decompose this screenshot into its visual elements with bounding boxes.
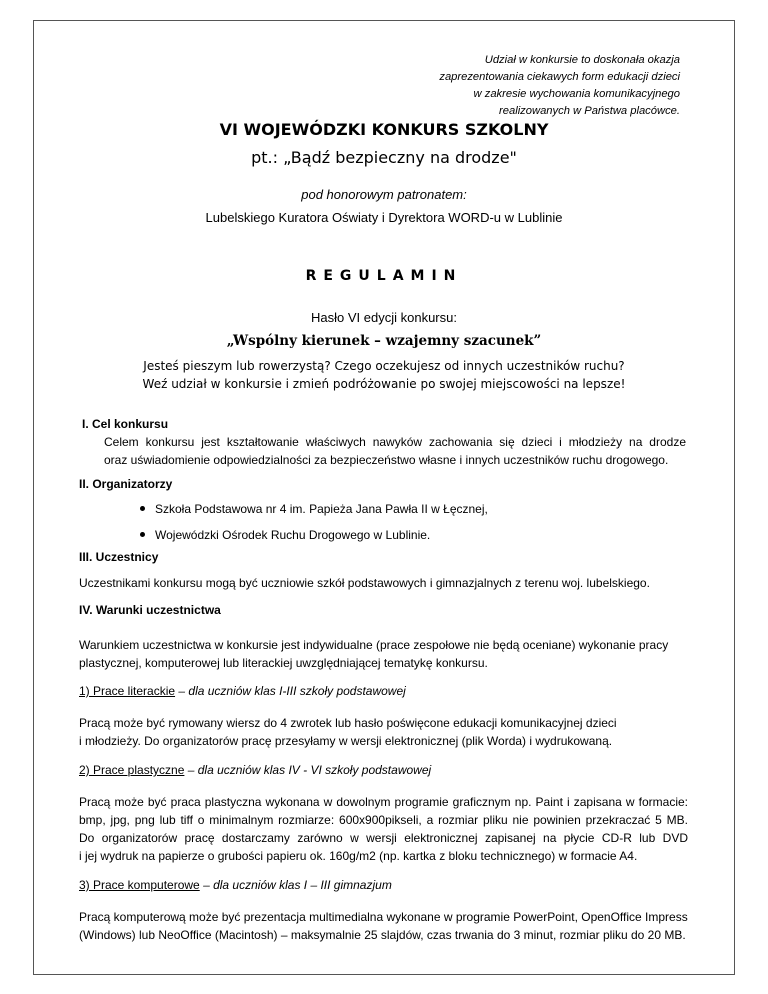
list-item <box>140 502 488 516</box>
paragraph-line: i jej wydruk na papierze o grubości papieru ok. 160g/m2 (np. kartka z bloku technicznego) w formacie A4. <box>79 849 638 863</box>
slogan: „Wspólny kierunek – wzajemny szacunek” <box>226 333 542 349</box>
subsection-desc: – dla uczniów klas IV - VI szkoły podstawowej <box>184 763 432 777</box>
subsection-desc: – dla uczniów klas I-III szkoły podstawowej <box>175 684 406 698</box>
paragraph-line: plastycznej, komputerowej lub literackiej uwzględniającej tematykę konkursu. <box>79 656 488 670</box>
subsection-label: 2) Prace plastyczne <box>79 763 185 777</box>
slogan-line: Weź udział w konkursie i zmień podróżowanie po swojej miejscowości na lepsze! <box>142 377 626 391</box>
list-item-text: Szkoła Podstawowa nr 4 im. Papieża Jana Pawła II w Łęcznej, <box>155 502 488 516</box>
intro-note <box>360 52 680 120</box>
document-subtitle: pt.: „Bądź bezpieczny na drodze" <box>251 148 517 167</box>
subsection-heading-plastyczne <box>79 763 431 777</box>
paragraph-line: (Windows) lub NeoOffice (Macintosh) – maksymalnie 25 slajdów, czas trwania do 3 minut, rozmiar pliku do 20 MB. <box>79 928 686 942</box>
paragraph-line: bmp, jpg, png lub tiff o minimalnym rozmiarze: 600x900pikseli, a rozmiar pliku nie powinien przekraczać 5 MB. <box>79 813 688 827</box>
slogan-line: Jesteś pieszym lub rowerzystą? Czego oczekujesz od innych uczestników ruchu? <box>143 359 625 373</box>
paragraph-line: i młodzieży. Do organizatorów pracę przesyłamy w wersji elektronicznej (plik Worda) i wydrukowaną. <box>79 734 613 748</box>
bullet-icon <box>140 506 145 511</box>
intro-line: w zakresie wychowania komunikacyjnego <box>473 88 680 100</box>
section-heading-cel: I. Cel konkursu <box>82 417 169 431</box>
patronage-label: pod honorowym patronatem: <box>301 187 467 202</box>
subsection-heading-komputerowe <box>79 878 392 892</box>
subsection-desc: – dla uczniów klas I – III gimnazjum <box>199 878 392 892</box>
paragraph-line: oraz uświadomienie odpowiedzialności za bezpieczeństwo własne i innych uczestników ruchu drogowego. <box>104 453 669 467</box>
subsection-label: 1) Prace literackie <box>79 684 176 698</box>
patronage-text: Lubelskiego Kuratora Oświaty i Dyrektora WORD-u w Lublinie <box>205 210 563 225</box>
paragraph-line: Celem konkursu jest kształtowanie właściwych nawyków zachowania się dzieci i młodzieży na drodze <box>104 435 686 449</box>
list-item-text: Wojewódzki Ośrodek Ruchu Drogowego w Lublinie. <box>155 528 431 542</box>
paragraph-line: Pracą może być rymowany wiersz do 4 zwrotek lub hasło poświęcone edukacji komunikacyjnej dzieci <box>79 716 617 730</box>
list-item <box>140 528 430 542</box>
paragraph-line: Uczestnikami konkursu mogą być uczniowie szkół podstawowych i gimnazjalnych z terenu woj. lubelskiego. <box>79 576 650 590</box>
paragraph-line: Pracą może być praca plastyczna wykonana w dowolnym programie graficznym np. Paint i zapisana w formacie: <box>79 795 688 809</box>
paragraph-line: Do organizatorów pracę dostarczamy zarówno w wersji elektronicznej zapisanej na płycie CD-R lub DVD <box>79 831 688 845</box>
paragraph-line: Warunkiem uczestnictwa w konkursie jest indywidualne (prace zespołowe nie będą oceniane) wykonanie pracy <box>79 638 669 652</box>
subsection-label: 3) Prace komputerowe <box>79 878 200 892</box>
document-title: VI WOJEWÓDZKI KONKURS SZKOLNY <box>219 120 549 139</box>
intro-line: zaprezentowania ciekawych form edukacji dzieci <box>439 71 680 83</box>
paragraph-line: Pracą komputerową może być prezentacja multimedialna wykonane w programie PowerPoint, OpenOffice Impress <box>79 910 688 924</box>
intro-line: realizowanych w Państwa placówce. <box>499 105 680 117</box>
section-heading-uczestnicy: III. Uczestnicy <box>79 550 159 564</box>
intro-line: Udział w konkursie to doskonała okazja <box>484 54 680 66</box>
section-heading-warunki: IV. Warunki uczestnictwa <box>79 603 221 617</box>
section-heading-organizatorzy: II. Organizatorzy <box>79 477 173 491</box>
slogan-label: Hasło VI edycji konkursu: <box>311 310 457 325</box>
bullet-icon <box>140 532 145 537</box>
regulamin-heading: REGULAMIN <box>305 268 463 284</box>
subsection-heading-literackie <box>79 684 406 698</box>
